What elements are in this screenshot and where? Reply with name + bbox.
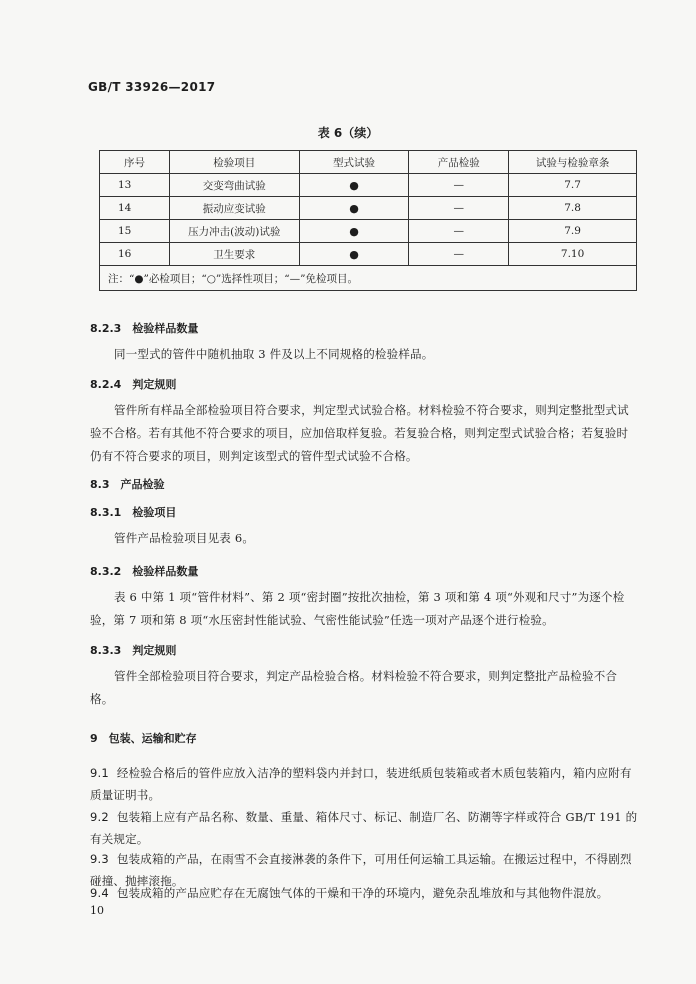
- clause-text: 包装成箱的产品应贮存在无腐蚀气体的干燥和干净的环境内，避免杂乱堆放和与其他物件混放。: [116, 886, 609, 900]
- row-type-test-mark: ●: [299, 174, 409, 197]
- heading-8-3-3: 8.3.3 判定规则: [90, 644, 177, 657]
- table-note: 注：“●”必检项目；“○”选择性项目；“—”免检项目。: [100, 266, 637, 291]
- table-title: 表 6（续）: [317, 126, 379, 140]
- col-header-item: 检验项目: [169, 151, 299, 174]
- table-row: [100, 197, 637, 220]
- clause-number: 9.1: [90, 766, 109, 780]
- clause-text: 经检验合格后的管件应放入洁净的塑料袋内并封口，装进纸质包装箱或者木质包装箱内，箱内应附有质量证明书。: [90, 766, 632, 802]
- clause-9-2: [90, 806, 638, 850]
- row-no: 16: [100, 243, 170, 266]
- table-note-row: [100, 266, 637, 291]
- row-item: 振动应变试验: [169, 197, 299, 220]
- standard-number: GB/T 33926—2017: [88, 80, 216, 94]
- clause-number: 9.2: [90, 810, 109, 824]
- row-type-test-mark: ●: [299, 220, 409, 243]
- paragraph-8-3-3: 管件全部检验项目符合要求，判定产品检验合格。材料检验不符合要求，则判定整批产品检验不合格。: [90, 669, 618, 706]
- clause-text: 包装成箱的产品，在雨雪不会直接淋袭的条件下，可用任何运输工具运输。在搬运过程中，不得剧烈碰撞、抛摔滚拖。: [90, 852, 632, 888]
- heading-8-3-2: 8.3.2 检验样品数量: [90, 565, 199, 578]
- col-header-clause: 试验与检验章条: [509, 151, 637, 174]
- row-type-test-mark: ●: [299, 197, 409, 220]
- heading-9: 9 包装、运输和贮存: [90, 732, 197, 745]
- paragraph-8-2-4: 管件所有样品全部检验项目符合要求，判定型式试验合格。材料检验不符合要求，则判定整批型式试验不合格。若有其他不符合要求的项目，应加倍取样复验。若复验合格，则判定型式试验合格；若复验时仍有不符合要求的项目，则判定该型式的管件型式试验不合格。: [90, 403, 629, 463]
- col-header-product-test: 产品检验: [409, 151, 509, 174]
- row-product-test-mark: —: [409, 243, 509, 266]
- table-row: [100, 243, 637, 266]
- row-item: 卫生要求: [169, 243, 299, 266]
- row-no: 14: [100, 197, 170, 220]
- row-no: 15: [100, 220, 170, 243]
- table-header-row: [100, 151, 637, 174]
- row-type-test-mark: ●: [299, 243, 409, 266]
- row-clause: 7.9: [509, 220, 637, 243]
- paragraph-8-2-3: 同一型式的管件中随机抽取 3 件及以上不同规格的检验样品。: [114, 347, 434, 361]
- clause-9-1: [90, 762, 638, 806]
- row-clause: 7.10: [509, 243, 637, 266]
- row-product-test-mark: —: [409, 220, 509, 243]
- clause-number: 9.3: [90, 852, 109, 866]
- row-clause: 7.7: [509, 174, 637, 197]
- table-row: [100, 174, 637, 197]
- heading-8-2-4: 8.2.4 判定规则: [90, 378, 177, 391]
- clause-text: 包装箱上应有产品名称、数量、重量、箱体尺寸、标记、制造厂名、防潮等字样或符合 GB/T 191 的有关规定。: [90, 810, 638, 846]
- row-item: 压力冲击(波动)试验: [169, 220, 299, 243]
- clause-number: 9.4: [90, 886, 109, 900]
- page-number: 10: [90, 904, 104, 917]
- col-header-no: 序号: [100, 151, 170, 174]
- table-row: [100, 220, 637, 243]
- clause-9-4: [90, 882, 638, 904]
- row-no: 13: [100, 174, 170, 197]
- heading-8-3-1: 8.3.1 检验项目: [90, 506, 177, 519]
- paragraph-8-3-1: 管件产品检验项目见表 6。: [114, 531, 255, 545]
- heading-8-2-3: 8.2.3 检验样品数量: [90, 322, 199, 335]
- row-product-test-mark: —: [409, 174, 509, 197]
- row-clause: 7.8: [509, 197, 637, 220]
- heading-8-3: 8.3 产品检验: [90, 478, 165, 491]
- row-product-test-mark: —: [409, 197, 509, 220]
- col-header-type-test: 型式试验: [299, 151, 409, 174]
- inspection-table: [99, 150, 637, 291]
- row-item: 交变弯曲试验: [169, 174, 299, 197]
- paragraph-8-3-2: 表 6 中第 1 项“管件材料”、第 2 项“密封圈”按批次抽检，第 3 项和第 4 项“外观和尺寸”为逐个检验，第 7 项和第 8 项“水压密封性能试验、气密性能试验”任选一项对产品逐个进行检验。: [90, 590, 625, 627]
